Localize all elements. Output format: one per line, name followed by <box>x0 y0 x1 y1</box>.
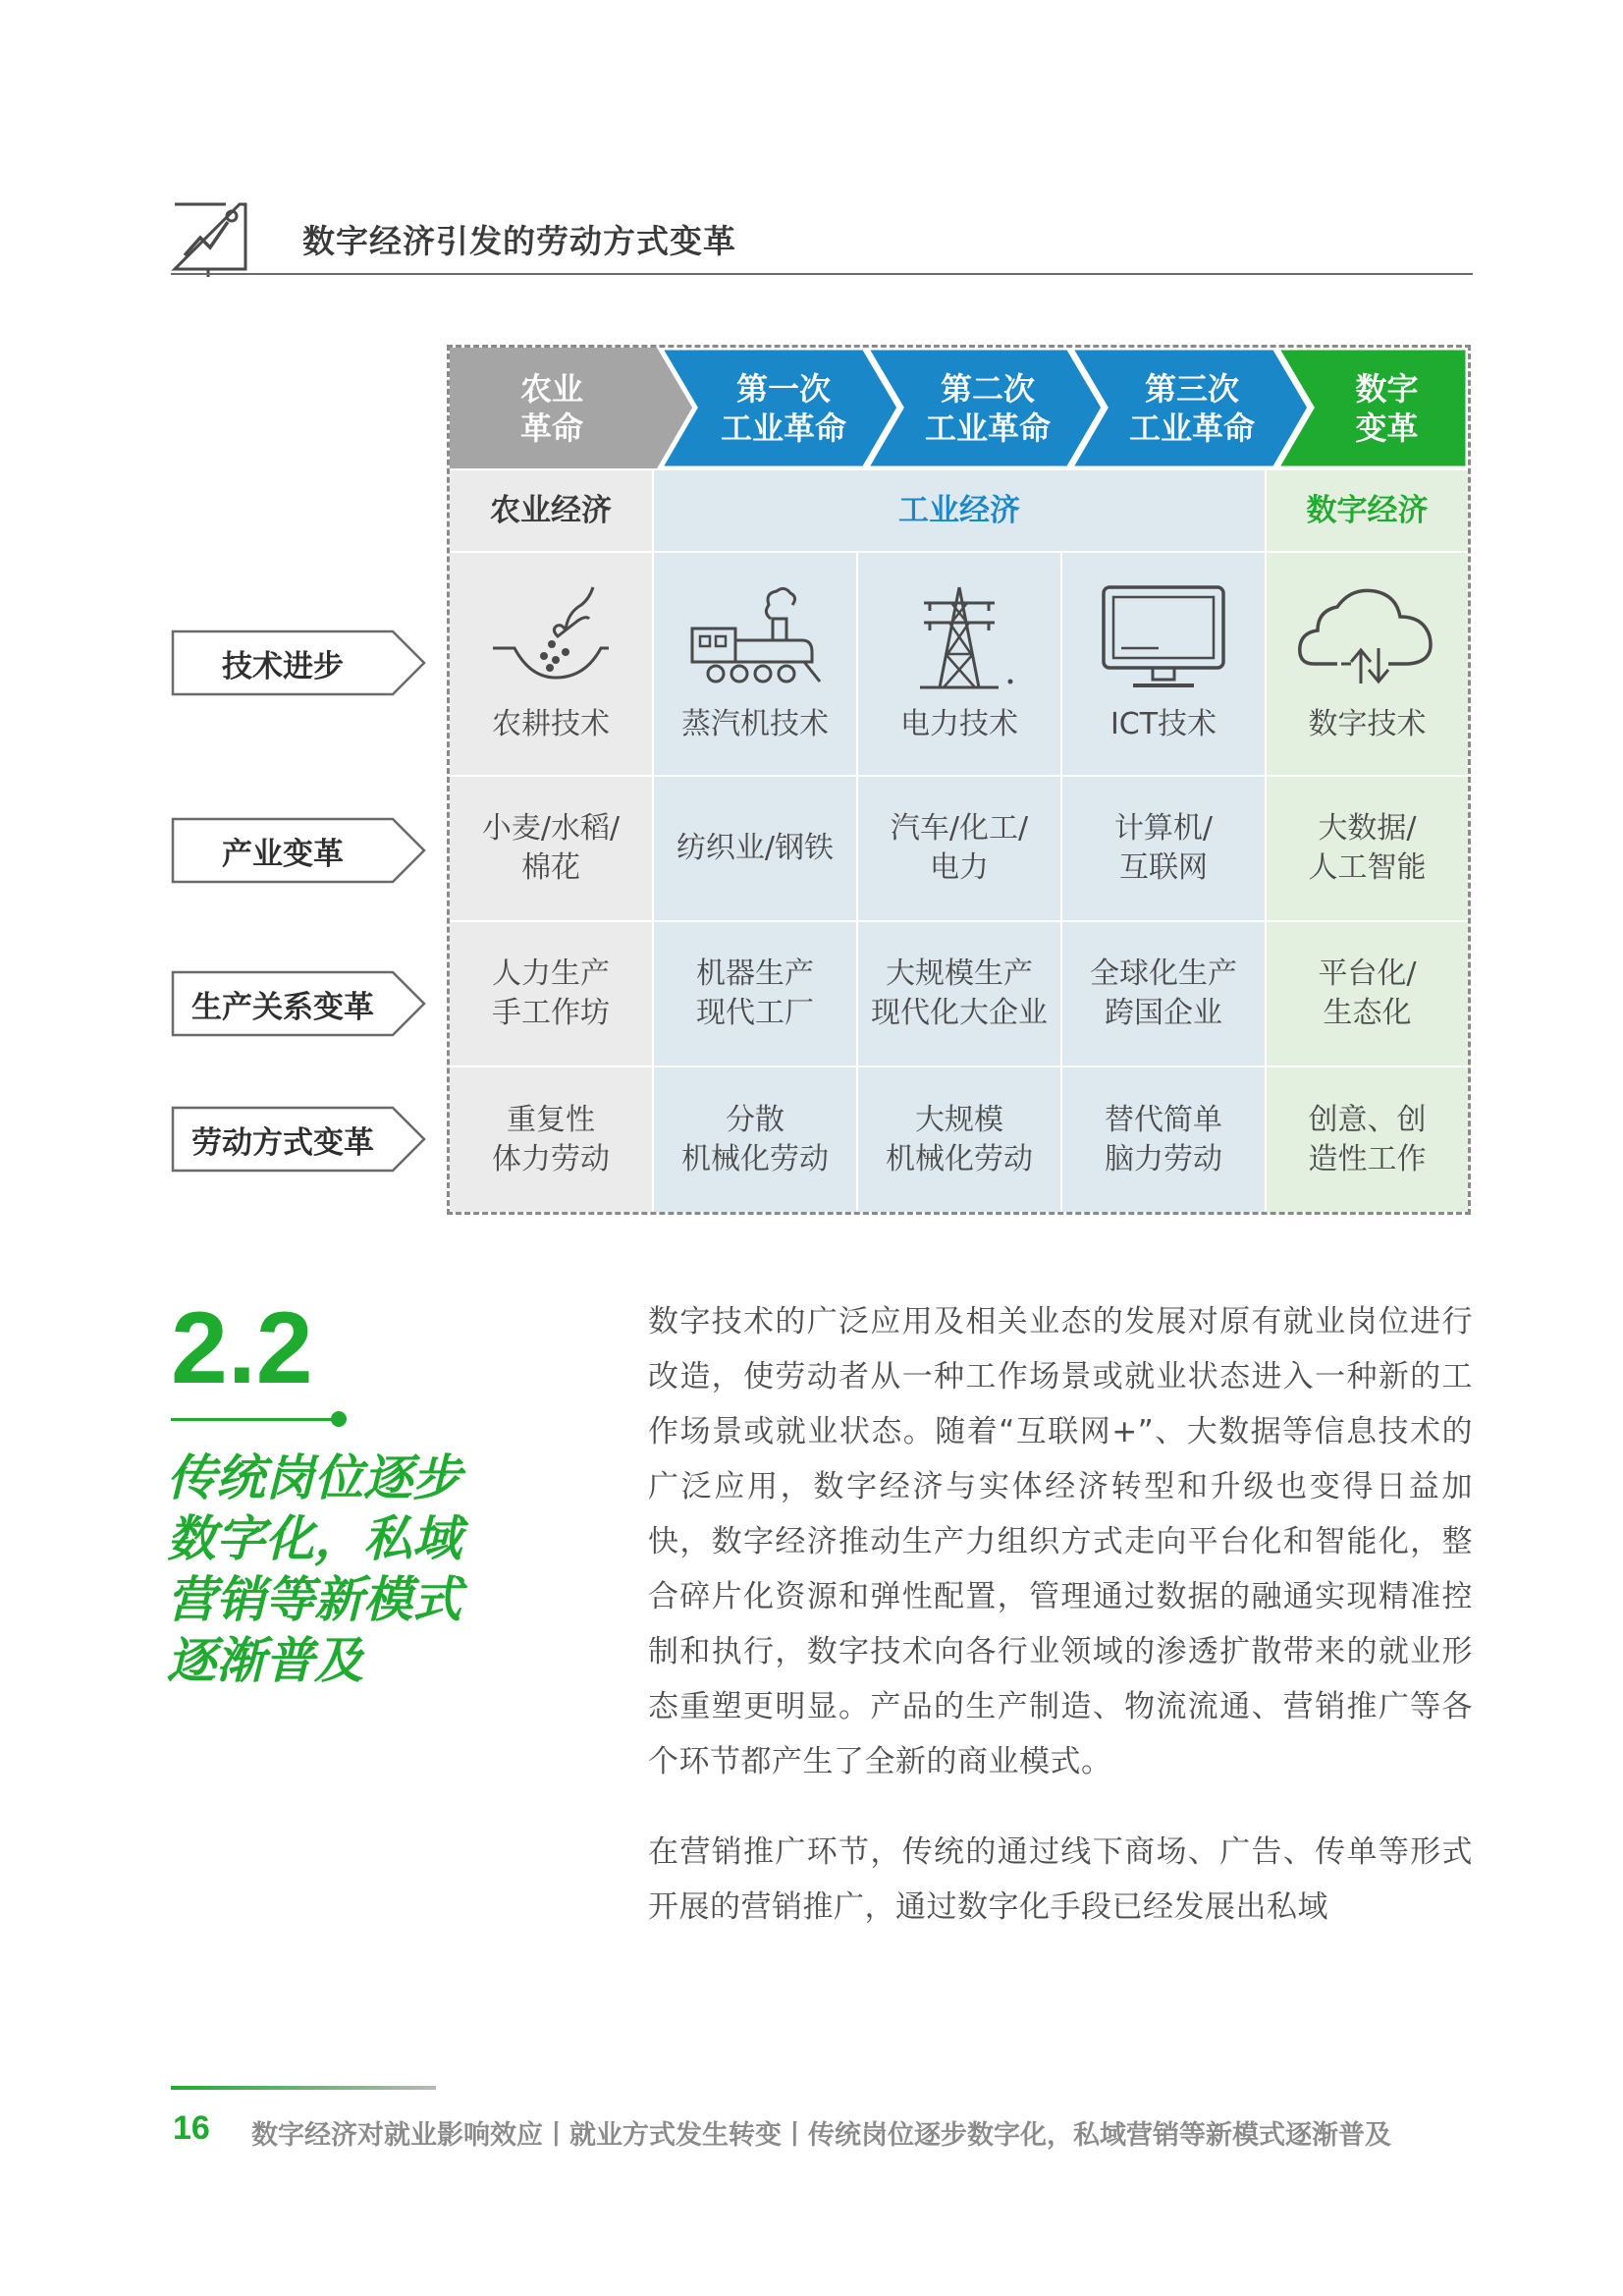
body-paragraph: 在营销推广环节，传统的通过线下商场、广告、传单等形式开展的营销推广，通过数字化手段已经发展出私域 <box>648 1834 1473 1925</box>
industry-steam-line1: 纺织业/钢铁 <box>676 831 835 865</box>
stage-third <box>1096 348 1288 468</box>
row-label-industry-text: 产业变革 <box>222 836 344 872</box>
stage-second-line2: 工业革命 <box>924 409 1051 447</box>
tech-cell-ict <box>1062 553 1265 775</box>
section-number: 2.2 <box>171 1291 313 1405</box>
industry-ict-line1: 计算机/ <box>1113 811 1214 846</box>
labor-agri-line2: 体力劳动 <box>492 1141 610 1176</box>
stage-third-line1: 第三次 <box>1144 369 1239 408</box>
industry-digital-line2: 人工智能 <box>1308 850 1427 885</box>
relations-agri-line1: 人力生产 <box>492 957 610 991</box>
section-title-line: 营销等新模式 <box>167 1571 461 1628</box>
stage-second-line1: 第二次 <box>940 369 1035 408</box>
relations-ict-line1: 全球化生产 <box>1090 957 1237 991</box>
labor-steam-line1: 分散 <box>726 1102 784 1137</box>
industry-cell-ict <box>1062 777 1265 920</box>
body-paragraph: 数字技术的广泛应用及相关业态的发展对原有就业岗位进行改造，使劳动者从一种工作场景或就业状态进入一种新的工作场景或就业状态。随着“互联网+”、大数据等信息技术的广泛应用，数字经济与实体经济转型和升级也变得日益加快，数字经济推动生产力组织方式走向平台化和智能化，整合碎片化资源和弹性配置，管理通过数据的融通实现精准控制和执行，数字技术向各行业领域的渗透扩散带来的就业形态重塑更明显。产品的生产制造、物流流通、营销推广等各个环节都产生了全新的商业模式。 <box>648 1304 1473 1779</box>
relations-cell-power <box>858 922 1060 1066</box>
relations-steam-line1: 机器生产 <box>696 957 814 991</box>
industry-digital-line1: 大数据/ <box>1318 811 1417 846</box>
row-label-industry <box>171 817 428 884</box>
section-divider <box>171 1418 338 1421</box>
row-label-labor-text: 劳动方式变革 <box>191 1124 374 1161</box>
labor-ict-line1: 替代简单 <box>1105 1102 1222 1137</box>
industry-power-line1: 汽车/化工/ <box>890 811 1029 846</box>
header-divider <box>171 273 1473 275</box>
industry-cell-steam <box>654 777 856 920</box>
economy-digital: 数字经济 <box>1267 470 1468 551</box>
stage-digital-line1: 数字 <box>1355 369 1419 408</box>
relations-digital-line1: 平台化/ <box>1318 957 1417 991</box>
relations-steam-line2: 现代工厂 <box>696 996 814 1030</box>
row-label-tech <box>171 629 428 696</box>
tech-label-steam: 蒸汽机技术 <box>681 707 829 741</box>
footer-breadcrumb: 数字经济对就业影响效应丨就业方式发生转变丨传统岗位逐步数字化，私域营销等新模式逐渐普及 <box>251 2120 1391 2151</box>
tech-label-digital: 数字技术 <box>1308 707 1427 741</box>
labor-steam-line2: 机械化劳动 <box>681 1141 829 1176</box>
relations-power-line1: 大规模生产 <box>886 957 1033 991</box>
relations-agri-line2: 手工作坊 <box>492 996 610 1030</box>
industry-agri-line2: 棉花 <box>521 850 580 885</box>
relations-power-line2: 现代化大企业 <box>871 996 1048 1030</box>
relations-cell-steam <box>654 922 856 1066</box>
tech-cell-digital <box>1267 553 1468 775</box>
labor-digital-line1: 创意、创 <box>1308 1102 1427 1137</box>
steam-train-icon <box>686 583 824 691</box>
tech-cell-power <box>858 553 1060 775</box>
labor-cell-steam <box>654 1067 856 1212</box>
stage-first <box>687 348 880 468</box>
industry-power-line2: 电力 <box>930 850 989 885</box>
section-title-line: 数字化，私域 <box>167 1510 461 1567</box>
labor-cell-digital <box>1267 1067 1468 1212</box>
tech-label-agri: 农耕技术 <box>492 707 610 741</box>
stage-first-line1: 第一次 <box>735 369 831 408</box>
industry-cell-digital <box>1267 777 1468 920</box>
relations-cell-digital <box>1267 922 1468 1066</box>
relations-cell-agri <box>450 922 652 1066</box>
page-number: 16 <box>173 2109 210 2147</box>
industry-cell-agri <box>450 777 652 920</box>
power-tower-icon <box>900 583 1018 691</box>
labor-cell-ict <box>1062 1067 1265 1212</box>
stage-agri <box>450 348 654 468</box>
economy-industrial: 工业经济 <box>654 470 1265 551</box>
row-label-relations <box>171 970 428 1037</box>
section-divider-dot <box>331 1411 347 1427</box>
industry-ict-line2: 互联网 <box>1119 850 1208 885</box>
section-title-line: 传统岗位逐步 <box>167 1449 461 1506</box>
seeding-hand-icon <box>487 583 615 691</box>
chart-trend-icon <box>171 196 251 277</box>
labor-power-line1: 大规模 <box>915 1102 1003 1137</box>
stage-digital <box>1306 348 1468 468</box>
stage-digital-line2: 变革 <box>1355 409 1419 447</box>
labor-agri-line1: 重复性 <box>507 1102 595 1137</box>
section-title <box>167 1448 491 1691</box>
tech-cell-agri <box>450 553 652 775</box>
row-label-relations-text: 生产关系变革 <box>191 989 374 1025</box>
page-header-title: 数字经济引发的劳动方式变革 <box>302 222 736 260</box>
relations-digital-line2: 生态化 <box>1323 996 1412 1030</box>
stage-first-line2: 工业革命 <box>720 409 846 447</box>
labor-cell-agri <box>450 1067 652 1212</box>
tech-cell-steam <box>654 553 856 775</box>
labor-cell-power <box>858 1067 1060 1212</box>
stage-third-line2: 工业革命 <box>1128 409 1255 447</box>
footer-divider <box>171 2086 436 2090</box>
tech-label-ict: ICT技术 <box>1109 707 1217 741</box>
row-label-tech-text: 技术进步 <box>222 648 344 684</box>
computer-monitor-icon <box>1100 583 1227 691</box>
cloud-transfer-icon <box>1294 583 1441 691</box>
relations-cell-ict <box>1062 922 1265 1066</box>
labor-power-line2: 机械化劳动 <box>886 1141 1033 1176</box>
industry-agri-line1: 小麦/水稻/ <box>481 811 621 846</box>
labor-digital-line2: 造性工作 <box>1308 1141 1427 1176</box>
industry-cell-power <box>858 777 1060 920</box>
row-label-labor <box>171 1106 428 1173</box>
stage-agri-line1: 农业 <box>519 369 583 408</box>
relations-ict-line2: 跨国企业 <box>1105 996 1222 1030</box>
economy-agri: 农业经济 <box>450 470 652 551</box>
stage-second <box>892 348 1084 468</box>
tech-label-power: 电力技术 <box>900 707 1018 741</box>
body-text <box>648 1294 1473 1970</box>
stage-agri-line2: 革命 <box>519 409 583 447</box>
section-title-line: 逐渐普及 <box>167 1632 363 1689</box>
labor-ict-line2: 脑力劳动 <box>1105 1141 1222 1176</box>
